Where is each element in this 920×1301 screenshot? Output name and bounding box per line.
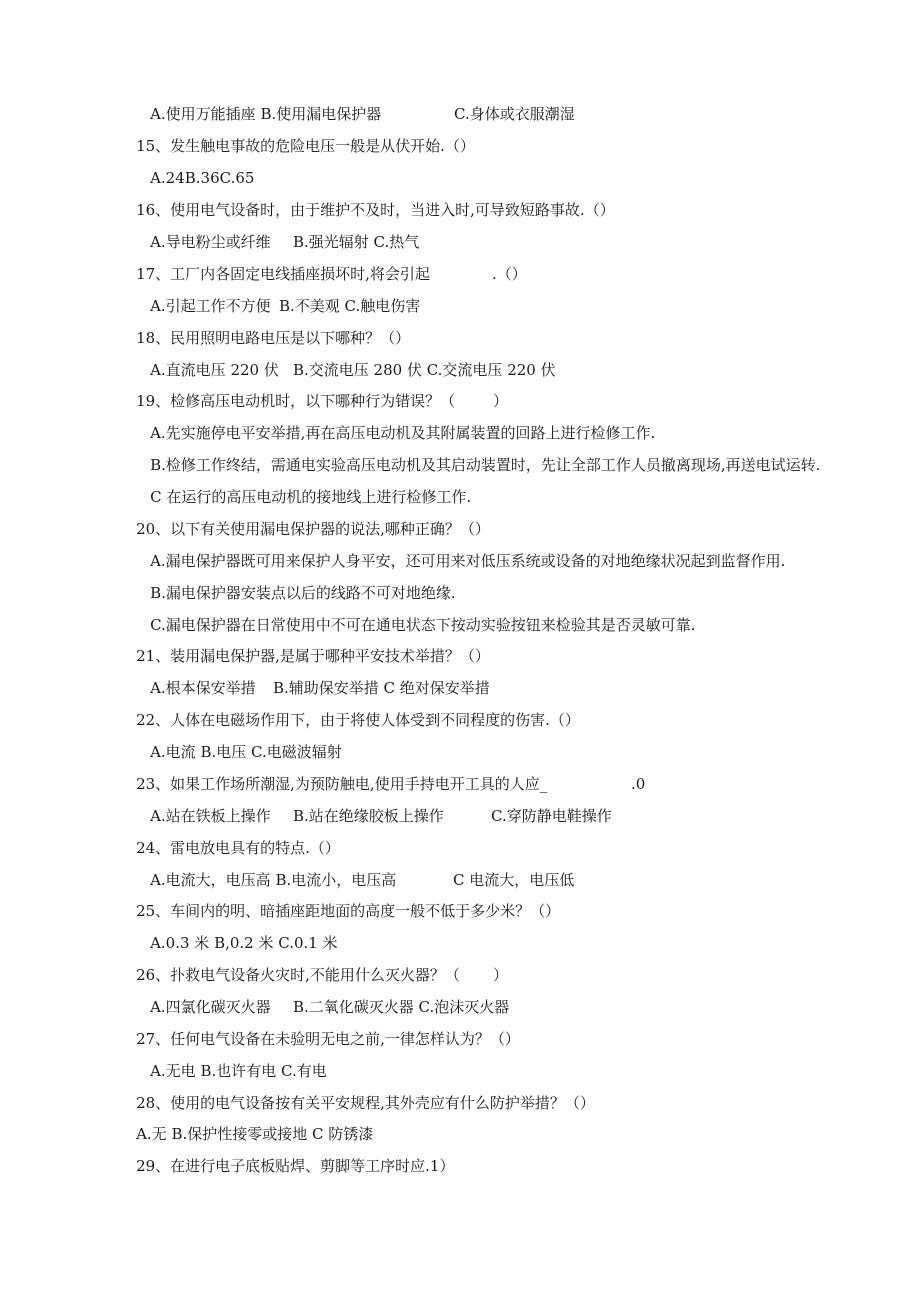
- option-text: A.根本保安举措: [150, 679, 256, 697]
- option-text: C 电流大，电压低: [453, 871, 575, 889]
- option-text: B.检修工作终结，需通电实验高压电动机及其启动装置时，先让全部工作人员撤离现场,再送电试运转.: [150, 456, 821, 474]
- option-text: A.24B.36C.65: [150, 169, 255, 187]
- option-text: A.漏电保护器既可用来保护人身平安，还可用来对低压系统或设备的对地绝缘状况起到监督作用.: [150, 552, 786, 570]
- question-text: .（）: [492, 265, 527, 283]
- question-text: 19、检修高压电动机时，以下哪种行为错误？（: [136, 392, 456, 410]
- question-text: 24、雷电放电具有的特点.（）: [136, 839, 340, 857]
- option-text: A.直流电压 220 伏: [150, 361, 279, 379]
- option-text: A.先实施停电平安举措,再在高压电动机及其附属装置的回路上进行检修工作.: [150, 424, 656, 442]
- option-text: C.身体或衣服潮湿: [454, 105, 575, 123]
- question-text: 28、使用的电气设备按有关平安规程,其外壳应有什么防护举措？（）: [136, 1094, 595, 1112]
- question-line: [117, 1136, 454, 1196]
- option-text: A.引起工作不方便: [150, 297, 271, 315]
- question-text: 29、在进行电子底板贴焊、剪脚等工序时应.1）: [136, 1157, 455, 1175]
- question-text: 15、发生触电事故的危险电压一般是从伏开始.（）: [136, 137, 475, 155]
- option-text: B.漏电保护器安装点以后的线路不可对地绝缘.: [150, 584, 456, 602]
- question-text: 23、如果工作场所潮湿,为预防触电,使用手持电开工具的人应_: [136, 775, 548, 793]
- option-text: A.无电 B.也许有电 C.有电: [150, 1062, 327, 1080]
- option-text: B.二氧化碳灭火器 C.泡沫灭火器: [293, 998, 510, 1016]
- option-text: A.电流大，电压高 B.电流小，电压高: [150, 871, 397, 889]
- question-text: 20、以下有关使用漏电保护器的说法,哪种正确？（）: [136, 520, 490, 538]
- option-text: C.穿防静电鞋操作: [491, 807, 612, 825]
- question-text: 17、工厂内各固定电线插座损坏时,将会引起: [136, 265, 430, 283]
- option-text: A.无 B.保护性接零或接地 C 防锈漆: [136, 1125, 374, 1143]
- question-text: 21、装用漏电保护器,是属于哪种平安技术举措？（）: [136, 647, 490, 665]
- option-text: A.电流 B.电压 C.电磁波辐射: [150, 743, 342, 761]
- option-text: C 在运行的高压电动机的接地线上进行检修工作.: [150, 488, 472, 506]
- question-text: 18、民用照明电路电压是以下哪种？（）: [136, 329, 411, 347]
- question-text: 25、车间内的明、暗插座距地面的高度一般不低于多少米？（）: [136, 902, 561, 920]
- option-text: B.交流电压 280 伏 C.交流电压 220 伏: [293, 361, 556, 379]
- option-text: B.不美观 C.触电伤害: [279, 297, 421, 315]
- question-text: .0: [631, 775, 646, 793]
- option-text: A.四氯化碳灭火器: [150, 998, 271, 1016]
- question-text: 27、任何电气设备在未验明无电之前,一律怎样认为？（）: [136, 1030, 520, 1048]
- option-text: A.0.3 米 B,0.2 米 C.0.1 米: [150, 934, 338, 952]
- option-text: B.强光辐射 C.热气: [293, 233, 420, 251]
- option-text: A.站在铁板上操作: [150, 807, 271, 825]
- option-text: B.辅助保安举措 C 绝对保安举措: [273, 679, 490, 697]
- option-text: C.漏电保护器在日常使用中不可在通电状态下按动实验按钮来检验其是否灵敏可靠.: [150, 616, 696, 634]
- option-text: B.站在绝缘胶板上操作: [293, 807, 444, 825]
- option-text: A.导电粉尘或纤维: [150, 233, 271, 251]
- question-text: 22、人体在电磁场作用下，由于将使人体受到不同程度的伤害.（）: [136, 711, 580, 729]
- option-text: A.使用万能插座 B.使用漏电保护器: [150, 105, 382, 123]
- question-text: ）: [493, 392, 509, 410]
- question-text: 26、扑救电气设备火灾时,不能用什么灭火器？（: [136, 966, 460, 984]
- question-text: ）: [493, 966, 509, 984]
- question-text: 16、使用电气设备时，由于维护不及时，当进入时,可导致短路事故.（）: [136, 201, 615, 219]
